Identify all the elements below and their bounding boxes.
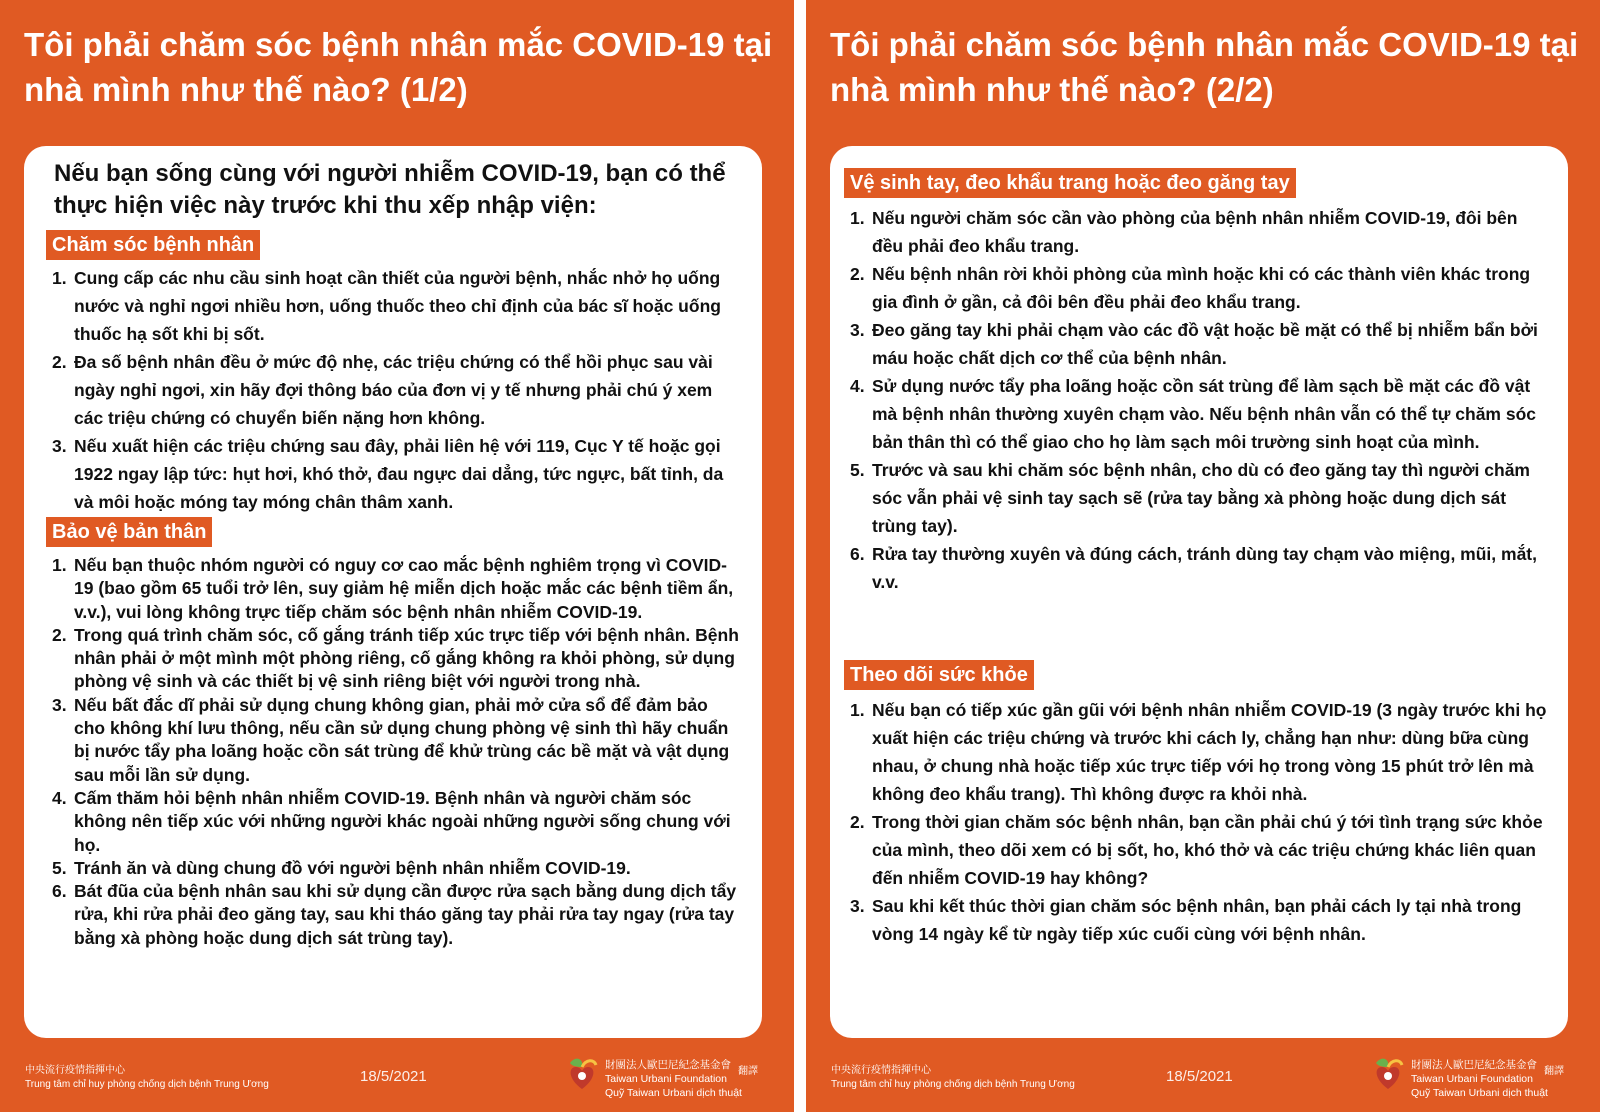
cdc-org-name: 中央流行疫情指揮中心 Trung tâm chỉ huy phòng chống dịch bệnh Trung Ương — [25, 1065, 269, 1090]
list-item: 6. Rửa tay thường xuyên và đúng cách, tránh dùng tay chạm vào miệng, mũi, mắt, v.v. — [850, 544, 1537, 592]
list-item: 3. Nếu bất đắc dĩ phải sử dụng chung không gian, phải mở cửa sổ để đảm bảo cho không khí lưu thông, nếu cần sử dụng chung phòng vệ sinh thì hãy chuẩn bị nước tẩy pha loãng hoặc cồn sát trùng để khử trùng các bề mặt và vật dụng sau mỗi lần sử dụng. — [52, 694, 730, 785]
content-card — [830, 146, 1568, 1038]
issue-date: 18/5/2021 — [1166, 1068, 1233, 1085]
hygiene-list — [850, 204, 1550, 596]
heart-leaf-logo-icon — [1368, 1053, 1408, 1093]
list-item: 5. Trước và sau khi chăm sóc bệnh nhân, cho dù có đeo găng tay thì người chăm sóc vẫn phải vệ sinh tay sạch sẽ (rửa tay bằng xà phòng hoặc dung dịch sát trùng tay). — [850, 460, 1530, 536]
list-item: 4. Sử dụng nước tẩy pha loãng hoặc cồn sát trùng để làm sạch bề mặt các đồ vật mà bệnh nhân thường xuyên chạm vào. Nếu bệnh nhân vẫn có thể tự chăm sóc bản thân thì có thể giao cho họ làm sạch môi trường sinh hoạt của mình. — [850, 376, 1537, 452]
cdc-org-name: 中央流行疫情指揮中心 Trung tâm chỉ huy phòng chống dịch bệnh Trung Ương — [831, 1065, 1075, 1090]
list-item: 4. Cấm thăm hỏi bệnh nhân nhiễm COVID-19. Bệnh nhân và người chăm sóc không nên tiếp xúc với những người khác ngoài những người sống chung với họ. — [52, 787, 731, 855]
section-heading-health-monitoring: Theo dõi sức khỏe — [844, 660, 1034, 690]
footer — [806, 1050, 1600, 1110]
list-item: 2. Trong thời gian chăm sóc bệnh nhân, bạn cần phải chú ý tới tình trạng sức khỏe của mình, theo dõi xem có bị sốt, ho, khó thở và các triệu chứng khác liên quan đến nhiễm COVID-19 hay không? — [850, 812, 1543, 888]
issue-date: 18/5/2021 — [360, 1068, 427, 1085]
patient-care-list — [52, 264, 742, 516]
list-item: 1. Cung cấp các nhu cầu sinh hoạt cần thiết của người bệnh, nhắc nhở họ uống nước và nghỉ ngơi nhiều hơn, uống thuốc theo chỉ định của bác sĩ hoặc uống thuốc hạ sốt khi bị sốt. — [52, 268, 721, 344]
list-item: 3. Đeo găng tay khi phải chạm vào các đồ vật hoặc bề mặt có thể bị nhiễm bẩn bởi máu hoặc chất dịch cơ thể của bệnh nhân. — [850, 320, 1538, 368]
list-item: 5. Tránh ăn và dùng chung đồ với người bệnh nhân nhiễm COVID-19. — [52, 857, 631, 878]
foundation-name: 財團法人歐巴尼紀念基金會 Taiwan Urbani Foundation Quỹ Taiwan Urbani dịch thuật — [605, 1059, 742, 1099]
self-protection-list — [52, 554, 742, 950]
section-heading-patient-care: Chăm sóc bệnh nhân — [46, 230, 260, 260]
list-item: 1. Nếu bạn thuộc nhóm người có nguy cơ cao mắc bệnh nghiêm trọng vì COVID-19 (bao gồm 65 tuổi trở lên, suy giảm hệ miễn dịch hoặc mắc các bệnh tiềm ẩn, v.v.), vui lòng không trực tiếp chăm sóc bệnh nhân nhiễm COVID-19. — [52, 555, 734, 622]
translated-label: 翻譯 — [738, 1066, 758, 1077]
section-heading-self-protection: Bảo vệ bản thân — [46, 517, 212, 547]
health-monitoring-list — [850, 696, 1550, 948]
content-card — [24, 146, 762, 1038]
footer — [0, 1050, 794, 1110]
poster-panel-1 — [0, 0, 794, 1112]
page-title: Tôi phải chăm sóc bệnh nhân mắc COVID-19 tại nhà mình như thế nào? (1/2) — [24, 26, 773, 108]
list-item: 2. Đa số bệnh nhân đều ở mức độ nhẹ, các triệu chứng có thể hồi phục sau vài ngày nghỉ ngơi, xin hãy đợi thông báo của đơn vị y tế nhưng phải chú ý xem các triệu chứng có chuyển biến nặng hơn không. — [52, 352, 713, 428]
list-item: 1. Nếu người chăm sóc cần vào phòng của bệnh nhân nhiễm COVID-19, đôi bên đều phải đeo khẩu trang. — [850, 208, 1518, 256]
page-title: Tôi phải chăm sóc bệnh nhân mắc COVID-19 tại nhà mình như thế nào? (2/2) — [830, 26, 1579, 108]
list-item: 2. Trong quá trình chăm sóc, cố gắng tránh tiếp xúc trực tiếp với bệnh nhân. Bệnh nhân phải ở một mình một phòng riêng, cố gắng không ra khỏi phòng, sử dụng phòng vệ sinh và các thiết bị vệ sinh riêng biệt với người trong nhà. — [52, 624, 739, 692]
translated-label: 翻譯 — [1544, 1066, 1564, 1077]
intro-text: Nếu bạn sống cùng với người nhiễm COVID-19, bạn có thể thực hiện việc này trước khi thu xếp nhập viện: — [54, 160, 726, 219]
heart-leaf-logo-icon — [562, 1053, 602, 1093]
section-heading-hygiene: Vệ sinh tay, đeo khẩu trang hoặc đeo găng tay — [844, 168, 1296, 198]
list-item: 3. Nếu xuất hiện các triệu chứng sau đây, phải liên hệ với 119, Cục Y tế hoặc gọi 1922 ngay lập tức: hụt hơi, khó thở, đau ngực dai dẳng, tức ngực, bất tỉnh, da và môi hoặc móng tay móng chân thâm xanh. — [52, 436, 724, 512]
foundation-name: 財團法人歐巴尼紀念基金會 Taiwan Urbani Foundation Quỹ Taiwan Urbani dịch thuật — [1411, 1059, 1548, 1099]
list-item: 3. Sau khi kết thúc thời gian chăm sóc bệnh nhân, bạn phải cách ly tại nhà trong vòng 14 ngày kể từ ngày tiếp xúc cuối cùng với bệnh nhân. — [850, 896, 1522, 944]
poster-panel-2 — [806, 0, 1600, 1112]
list-item: 6. Bát đũa của bệnh nhân sau khi sử dụng cần được rửa sạch bằng dung dịch tẩy rửa, khi rửa phải đeo găng tay, sau khi tháo găng tay phải rửa tay ngay (rửa tay bằng xà phòng hoặc dung dịch sát trùng tay). — [52, 881, 737, 948]
list-item: 1. Nếu bạn có tiếp xúc gần gũi với bệnh nhân nhiễm COVID-19 (3 ngày trước khi họ xuất hiện các triệu chứng và trước khi cách ly, chẳng hạn như: dùng bữa cùng nhau, ở chung nhà hoặc tiếp xúc trực tiếp với họ trong vòng 15 phút trở lên mà không đeo khẩu trang). Thì không được ra khỏi nhà. — [850, 700, 1547, 804]
list-item: 2. Nếu bệnh nhân rời khỏi phòng của mình hoặc khi có các thành viên khác trong gia đình ở gần, cả đôi bên đều phải đeo khẩu trang. — [850, 264, 1531, 312]
